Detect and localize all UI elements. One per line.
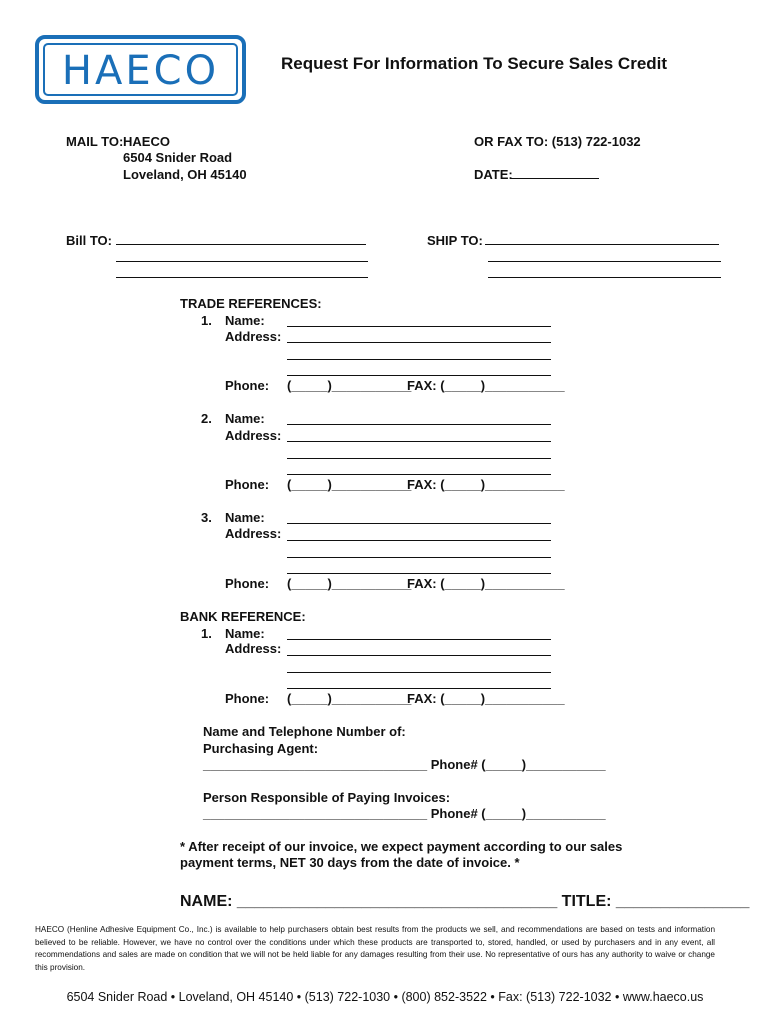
page-title: Request For Information To Secure Sales Credit [281,54,668,73]
ref-number: 1. [201,626,212,641]
terms-line1: * After receipt of our invoice, we expect payment according to our sales [180,839,623,854]
date-label: DATE: [474,167,513,182]
phone-label: Phone: [225,691,270,706]
name-label: Name: [225,626,265,641]
mail-to-name: HAECO [123,134,170,149]
bank-address-line-3[interactable] [287,688,551,689]
ref2-address-line-2[interactable] [287,458,551,459]
bank-fax-field[interactable]: FAX: (_____)___________ [407,691,565,706]
ref2-address-line-3[interactable] [287,474,551,475]
ref1-name-field[interactable] [287,326,551,327]
mail-to-city: Loveland, OH 45140 [123,167,247,182]
ref1-address-line-2[interactable] [287,359,551,360]
date-field[interactable] [511,178,599,179]
fax-to: OR FAX TO: (513) 722-1032 [474,134,641,149]
ref-number: 3. [201,510,212,525]
ref-number: 2. [201,411,212,426]
bill-to-line-1[interactable] [116,244,366,245]
phone-label: Phone: [225,576,270,591]
ref1-address-line-3[interactable] [287,375,551,376]
logo-text: HAECO [43,43,238,96]
haeco-logo [35,35,246,104]
ref2-phone-field[interactable]: (_____)___________ [287,477,412,492]
disclaimer-text: HAECO (Henline Adhesive Equipment Co., Inc.) is available to help purchasers obtain best results from the products we sell, and recommendations are based on tests and information believed to be reliable. However, we have no control over the conditions under which these products are transported to, stored, handled, or used by purchasers and in any event, all recommendations and sales are made on condition that we will not be held liable for any damages resulting from their use. No representative of ours has any authority to waive or change this provision. [35,925,715,972]
ship-to-label: SHIP TO: [427,233,483,248]
ship-to-line-2[interactable] [488,261,721,262]
ref3-address-line-1[interactable] [287,540,551,541]
bank-reference-heading: BANK REFERENCE: [180,609,306,624]
paying-invoices-label: Person Responsible of Paying Invoices: [203,790,451,805]
ref3-address-line-2[interactable] [287,557,551,558]
ref1-fax-field[interactable]: FAX: (_____)___________ [407,378,565,393]
phone-label: Phone: [225,477,270,492]
ref1-phone-field[interactable]: (_____)___________ [287,378,412,393]
purchasing-agent-field[interactable]: _______________________________ Phone# (_____)___________ [203,757,606,772]
ref3-phone-field[interactable]: (_____)___________ [287,576,412,591]
bank-phone-field[interactable]: (_____)___________ [287,691,412,706]
ship-to-line-3[interactable] [488,277,721,278]
name-label: Name: [225,510,265,525]
mail-to-label: MAIL TO: [66,134,124,149]
ref2-name-field[interactable] [287,424,551,425]
ref2-address-line-1[interactable] [287,441,551,442]
name-label: Name: [225,313,265,328]
ref3-address-line-3[interactable] [287,573,551,574]
mail-to-street: 6504 Snider Road [123,150,233,165]
address-label: Address: [225,641,282,656]
name-label: Name: [225,411,265,426]
ref-number: 1. [201,313,212,328]
ship-to-line-1[interactable] [485,244,719,245]
ref2-fax-field[interactable]: FAX: (_____)___________ [407,477,565,492]
address-label: Address: [225,428,282,443]
paying-invoices-field[interactable]: _______________________________ Phone# (_____)___________ [203,806,606,821]
bank-name-field[interactable] [287,639,551,640]
phone-label: Phone: [225,378,270,393]
ref3-fax-field[interactable]: FAX: (_____)___________ [407,576,565,591]
bank-address-line-1[interactable] [287,655,551,656]
bill-to-label: Bill TO: [66,233,112,248]
name-title-field[interactable]: NAME: ____________________________________ TITLE: _______________ [180,893,750,910]
footer-contact: 6504 Snider Road • Loveland, OH 45140 • (513) 722-1030 • (800) 852-3522 • Fax: (513) 722-1032 • www.haeco.us [66,990,704,1004]
terms-line2: payment terms, NET 30 days from the date of invoice. * [180,855,520,870]
bank-address-line-2[interactable] [287,672,551,673]
bill-to-line-2[interactable] [116,261,368,262]
address-label: Address: [225,526,282,541]
purchasing-agent-line1: Name and Telephone Number of: [203,724,406,739]
address-label: Address: [225,329,282,344]
trade-references-heading: TRADE REFERENCES: [180,296,322,311]
ref1-address-line-1[interactable] [287,342,551,343]
ref3-name-field[interactable] [287,523,551,524]
bill-to-line-3[interactable] [116,277,368,278]
purchasing-agent-line2: Purchasing Agent: [203,741,319,756]
